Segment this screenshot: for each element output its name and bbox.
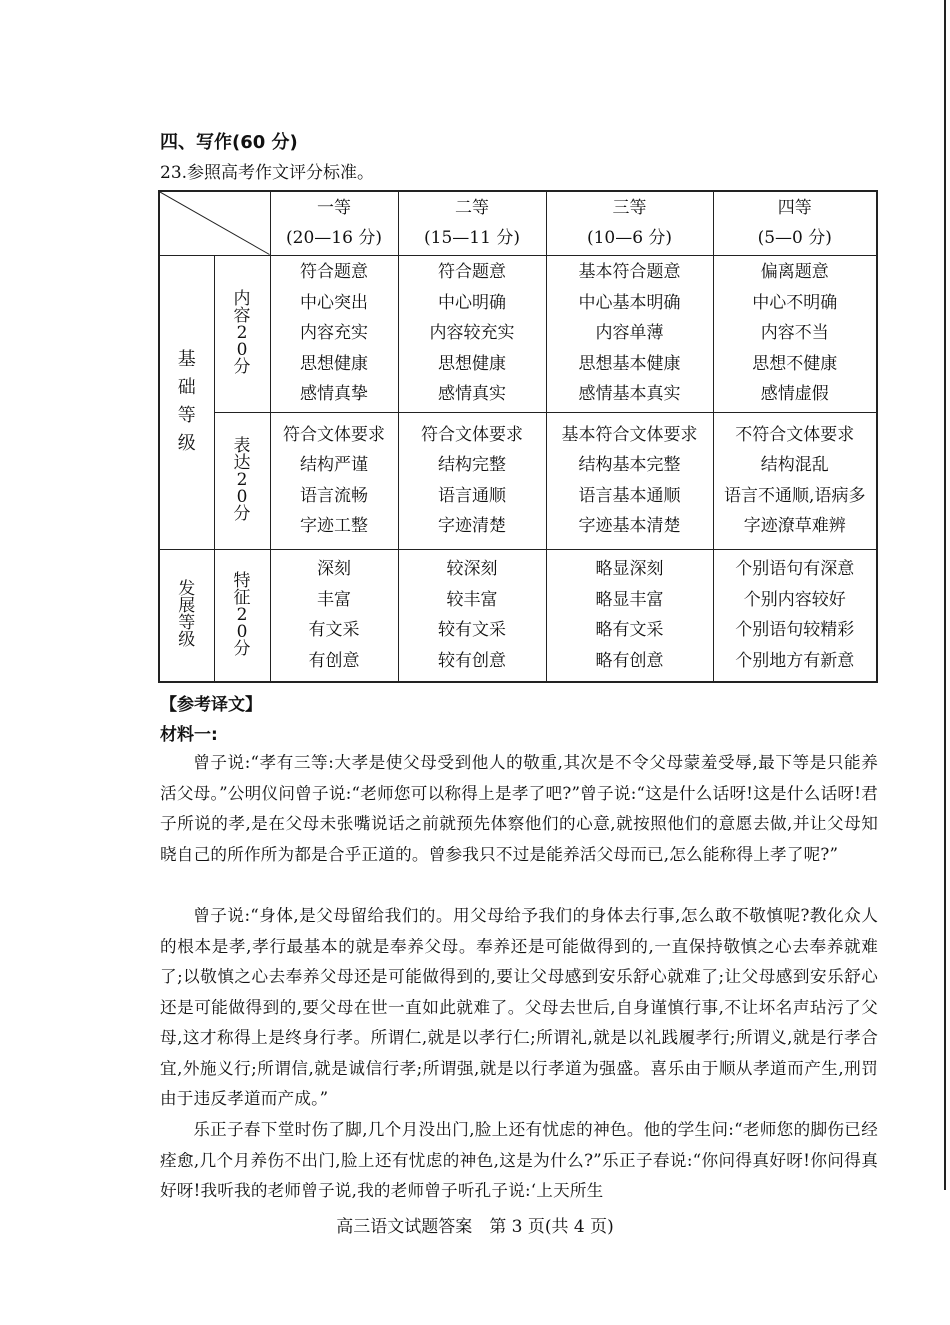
vertical-char: 级 xyxy=(178,630,196,651)
vertical-char: 等 xyxy=(178,613,196,634)
cell-line: 较深刻 xyxy=(446,559,498,580)
vertical-char: 分 xyxy=(233,638,251,659)
feature-cell-1 xyxy=(270,549,398,682)
page-edge-line xyxy=(944,0,946,1190)
cell-line: 感情真实 xyxy=(438,384,506,405)
cell-line: 符合题意 xyxy=(300,262,368,283)
expression-cell-1 xyxy=(270,412,398,549)
cell-line: 个别语句较精彩 xyxy=(735,620,855,641)
content-cell-4 xyxy=(713,255,877,412)
cell-line: 基本符合题意 xyxy=(578,262,681,283)
cell-line: 结构严谨 xyxy=(300,455,368,475)
vertical-char: 础 xyxy=(177,377,196,398)
material-title: 材料一: xyxy=(160,725,218,745)
cell-line: 符合题意 xyxy=(438,262,506,283)
page-footer: 高三语文试题答案 第 3 页(共 4 页) xyxy=(336,1217,614,1237)
vertical-char: 2 xyxy=(236,604,248,625)
grade-header-4: 四等 (5—0 分) xyxy=(713,191,877,255)
grading-table xyxy=(158,190,878,683)
content-label xyxy=(214,255,270,412)
cell-line: 不符合文体要求 xyxy=(735,424,855,445)
vertical-char: 发 xyxy=(178,579,196,600)
cell-line: 语言不通顺,语病多 xyxy=(724,485,866,506)
question-text: 23.参照高考作文评分标准。 xyxy=(160,163,375,183)
expression-cell-3 xyxy=(546,412,713,549)
vertical-char: 级 xyxy=(177,433,196,454)
grade-header-2: 二等 (15—11 分) xyxy=(398,191,546,255)
vertical-char: 容 xyxy=(233,306,251,326)
cell-line: 较丰富 xyxy=(446,589,498,610)
cell-line: 中心基本明确 xyxy=(578,292,681,313)
cell-line: 个别内容较好 xyxy=(743,589,846,610)
vertical-char: 0 xyxy=(236,621,248,642)
cell-line: 中心明确 xyxy=(438,292,506,313)
vertical-char: 0 xyxy=(236,340,248,360)
cell-line: 字迹潦草难辨 xyxy=(743,516,846,536)
feature-label xyxy=(214,549,270,682)
content-cell-1 xyxy=(270,255,398,412)
vertical-char: 展 xyxy=(178,596,196,617)
cell-line: 个别地方有新意 xyxy=(735,650,855,671)
feature-cell-4 xyxy=(713,549,877,682)
cell-line: 略显丰富 xyxy=(595,589,664,610)
vertical-char: 2 xyxy=(236,470,248,490)
cell-line: 较有文采 xyxy=(438,620,506,641)
cell-line: 略显深刻 xyxy=(595,559,664,580)
content-cell-3 xyxy=(546,255,713,412)
cell-line: 字迹清楚 xyxy=(438,516,506,536)
cell-line: 语言流畅 xyxy=(300,485,368,506)
expression-label xyxy=(214,412,270,549)
cell-line: 中心不明确 xyxy=(752,292,838,313)
feature-cell-3 xyxy=(546,549,713,682)
cell-line: 符合文体要求 xyxy=(283,424,385,445)
cell-line: 感情真挚 xyxy=(300,384,368,405)
vertical-char: 分 xyxy=(233,504,251,524)
cell-line: 内容较充实 xyxy=(429,323,515,344)
cell-line: 中心突出 xyxy=(300,292,368,313)
table-corner-diagonal xyxy=(159,191,270,255)
cell-line: 偏离题意 xyxy=(760,262,829,283)
feature-cell-2 xyxy=(398,549,546,682)
paragraph-1: 曾子说:“孝有三等:大孝是使父母受到他人的敬重,其次是不令父母蒙羞受辱,最下等是只能养活父母。”公明仪问曾子说:“老师您可以称得上是孝了吧?”曾子说:“这是什么话呀!这是什么话呀!君子所说的孝,是在父母未张嘴说话之前就预先体察他们的心意,就按照他们的意愿去做,并让父母知晓自己的所作所为都是合乎正道的。曾参我只不过是能养活父母而已,怎么能称得上孝了呢?” xyxy=(160,753,878,864)
cell-line: 基本符合文体要求 xyxy=(561,424,698,445)
expression-cell-4 xyxy=(713,412,877,549)
vertical-char: 分 xyxy=(233,357,251,377)
cell-line: 内容单薄 xyxy=(595,323,664,344)
vertical-char: 基 xyxy=(177,349,196,370)
reference-title: 【参考译文】 xyxy=(160,695,262,715)
section-title: 四、写作(60 分) xyxy=(160,132,298,153)
cell-line: 符合文体要求 xyxy=(421,424,523,445)
cell-line: 思想健康 xyxy=(438,353,506,374)
cell-line: 丰富 xyxy=(317,589,351,610)
cell-line: 字迹工整 xyxy=(300,516,368,536)
cell-line: 内容充实 xyxy=(300,323,368,344)
development-level-label xyxy=(159,549,214,682)
paragraph-3: 乐正子春下堂时伤了脚,几个月没出门,脸上还有忧虑的神色。他的学生问:“老师您的脚伤已经痊愈,几个月养伤不出门,脸上还有忧虑的神色,这是为什么?”乐正子春说:“你问得真好呀!你问得真好呀!我听我的老师曾子说,我的老师曾子听孔子说:‘上天所生 xyxy=(160,1120,878,1200)
content-cell-2 xyxy=(398,255,546,412)
cell-line: 结构混乱 xyxy=(760,455,829,475)
cell-line: 略有创意 xyxy=(595,650,664,671)
cell-line: 感情虚假 xyxy=(760,384,829,405)
vertical-char: 2 xyxy=(236,323,248,343)
grade-header-3: 三等 (10—6 分) xyxy=(546,191,713,255)
cell-line: 语言通顺 xyxy=(438,485,506,506)
cell-line: 个别语句有深意 xyxy=(735,559,855,580)
grade-header-1: 一等 (20—16 分) xyxy=(270,191,398,255)
cell-line: 结构完整 xyxy=(438,455,506,475)
vertical-char: 内 xyxy=(233,289,251,309)
cell-line: 内容不当 xyxy=(760,323,829,344)
cell-line: 深刻 xyxy=(317,559,351,580)
cell-line: 语言基本通顺 xyxy=(578,485,681,506)
cell-line: 思想不健康 xyxy=(752,353,838,374)
cell-line: 感情基本真实 xyxy=(578,384,681,405)
cell-line: 字迹基本清楚 xyxy=(578,516,681,536)
cell-line: 思想健康 xyxy=(300,353,368,374)
cell-line: 思想基本健康 xyxy=(578,353,681,374)
cell-line: 有文采 xyxy=(308,620,360,641)
cell-line: 较有创意 xyxy=(438,650,506,671)
vertical-char: 达 xyxy=(233,453,251,473)
vertical-char: 特 xyxy=(233,570,251,591)
vertical-char: 0 xyxy=(236,487,248,507)
cell-line: 略有文采 xyxy=(595,620,664,641)
paragraph-2: 曾子说:“身体,是父母留给我们的。用父母给予我们的身体去行事,怎么敢不敬慎呢?教化众人的根本是孝,孝行最基本的就是奉养父母。奉养还是可能做得到的,一直保持敬慎之心去奉养就难了;以敬慎之心去奉养父母还是可能做得到的,要让父母感到安乐舒心就难了;让父母感到安乐舒心还是可能做得到的,要父母在世一直如此就难了。父母去世后,自身谨慎行事,不让坏名声玷污了父母,这才称得上是终身行孝。所谓仁,就是以孝行仁;所谓礼,就是以礼践履孝行;所谓义,就是行孝合宜,外施义行;所谓信,就是诚信行孝;所谓强,就是以行孝道为强盛。喜乐由于顺从孝道而产生,刑罚由于违反孝道而产成。” xyxy=(160,906,878,1108)
expression-cell-2 xyxy=(398,412,546,549)
vertical-char: 征 xyxy=(233,587,251,608)
basic-level-label xyxy=(159,255,214,549)
cell-line: 结构基本完整 xyxy=(578,455,681,475)
cell-line: 有创意 xyxy=(308,650,360,671)
vertical-char: 等 xyxy=(177,405,196,426)
vertical-char: 表 xyxy=(233,436,251,456)
